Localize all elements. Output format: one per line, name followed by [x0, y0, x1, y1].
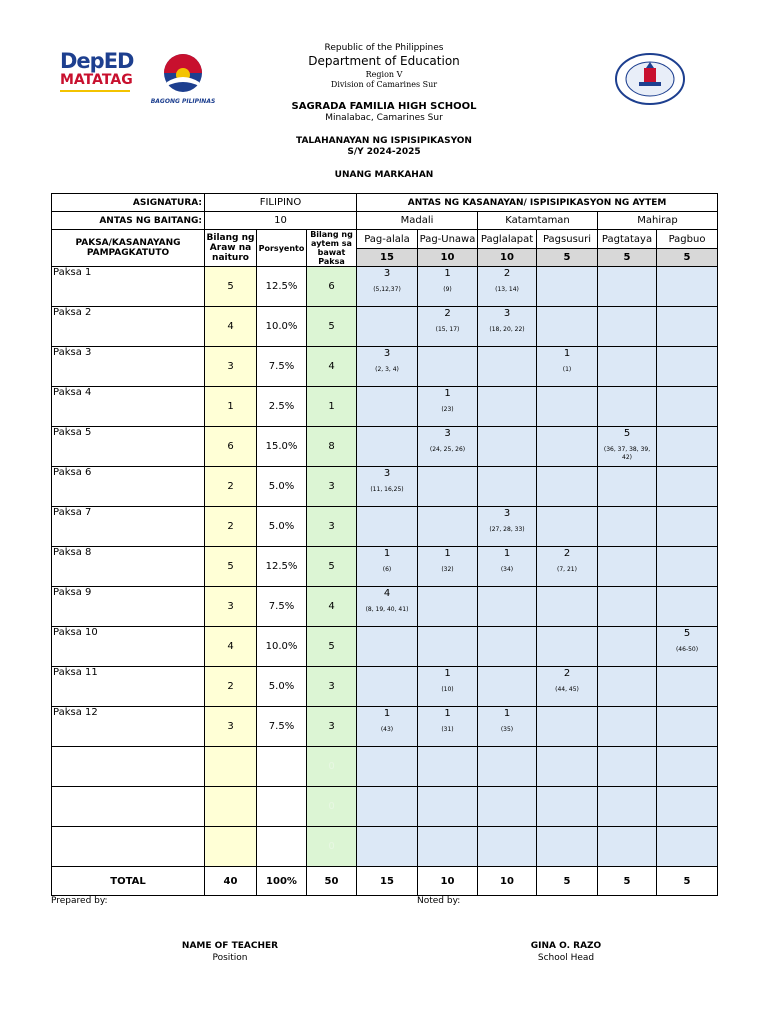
level-cell	[537, 307, 598, 347]
level-cell	[418, 387, 478, 427]
level-total: 5	[657, 249, 718, 267]
item-numbers: (31)	[441, 726, 454, 733]
item-count: 3	[444, 428, 451, 439]
topic-cell	[52, 787, 205, 827]
quarter-label: UNANG MARKAHAN	[334, 170, 434, 180]
items-cell: 0	[307, 787, 357, 827]
days-cell: 3	[205, 347, 257, 387]
level-cell	[598, 707, 657, 747]
item-count: 5	[623, 428, 631, 439]
total-level: 5	[657, 867, 718, 896]
percent-cell: 5.0%	[257, 667, 307, 707]
topic-cell: Paksa 3	[52, 347, 205, 387]
item-count: 1	[383, 708, 391, 719]
level-cell	[478, 587, 537, 627]
percent-cell: 15.0%	[257, 427, 307, 467]
level-cell	[598, 267, 657, 307]
total-level: 10	[418, 867, 478, 896]
school-head-name: GINA O. RAZO	[530, 941, 602, 951]
level-cell	[357, 827, 418, 867]
level-cell	[357, 387, 418, 427]
level-cell	[537, 467, 598, 507]
topic-cell	[52, 747, 205, 787]
level-pag-alala: Pag-alala	[357, 230, 418, 249]
item-count: 3	[503, 508, 511, 519]
level-cell	[598, 627, 657, 667]
level-cell	[537, 387, 598, 427]
school-head-position: School Head	[537, 953, 595, 963]
topic-cell: Paksa 4	[52, 387, 205, 427]
prepared-by-label: Prepared by:	[51, 896, 108, 906]
level-cell	[537, 667, 598, 707]
item-count: 1	[503, 708, 511, 719]
days-cell: 4	[205, 627, 257, 667]
level-cell	[598, 747, 657, 787]
item-numbers: (18, 20, 22)	[489, 326, 525, 333]
item-numbers: (35)	[500, 726, 514, 733]
level-cell	[657, 267, 718, 307]
days-cell: 2	[205, 667, 257, 707]
level-cell	[357, 707, 418, 747]
item-count: 1	[503, 548, 511, 559]
days-cell	[205, 747, 257, 787]
topic-cell: Paksa 1	[52, 267, 205, 307]
level-cell	[418, 267, 478, 307]
percent-header: Porsyento	[257, 230, 307, 267]
topic-row	[52, 467, 718, 507]
republic-text: Republic of the Philippines	[324, 43, 444, 53]
level-cell	[537, 347, 598, 387]
item-numbers: (1)	[562, 366, 572, 373]
days-cell: 5	[205, 547, 257, 587]
items-cell: 5	[307, 547, 357, 587]
topic-row	[52, 267, 718, 307]
level-cell	[478, 547, 537, 587]
item-numbers: (44, 45)	[555, 686, 579, 693]
days-cell: 2	[205, 507, 257, 547]
level-cell	[357, 547, 418, 587]
days-cell: 3	[205, 707, 257, 747]
level-cell	[537, 547, 598, 587]
days-cell: 1	[205, 387, 257, 427]
school-name: SAGRADA FAMILIA HIGH SCHOOL	[291, 101, 477, 112]
topic-row	[52, 507, 718, 547]
level-total: 10	[478, 249, 537, 267]
level-cell	[357, 507, 418, 547]
level-cell	[418, 427, 478, 467]
percent-cell: 7.5%	[257, 707, 307, 747]
level-cell	[478, 427, 537, 467]
level-cell	[418, 707, 478, 747]
level-cell	[478, 827, 537, 867]
specification-table	[51, 193, 718, 896]
days-cell: 3	[205, 587, 257, 627]
percent-cell	[257, 747, 307, 787]
group-katamtaman: Katamtaman	[478, 212, 598, 230]
asignatura-label: ASIGNATURA:	[52, 194, 205, 212]
item-numbers: (32)	[441, 566, 454, 573]
level-cell	[478, 667, 537, 707]
item-count: 2	[444, 308, 451, 319]
topic-row	[52, 667, 718, 707]
level-cell	[657, 467, 718, 507]
level-cell	[357, 667, 418, 707]
school-location: Minalabac, Camarines Sur	[325, 113, 443, 123]
level-cell	[537, 707, 598, 747]
items-cell: 3	[307, 667, 357, 707]
level-cell	[657, 307, 718, 347]
percent-cell	[257, 787, 307, 827]
level-cell	[657, 667, 718, 707]
level-cell	[478, 627, 537, 667]
level-cell	[357, 347, 418, 387]
item-count: 5	[683, 628, 691, 639]
level-cell	[598, 387, 657, 427]
topic-row	[52, 747, 718, 787]
level-cell	[657, 827, 718, 867]
matatag-wordmark: MATATAG	[60, 72, 133, 88]
level-cell	[418, 667, 478, 707]
percent-cell: 7.5%	[257, 347, 307, 387]
level-cell	[657, 587, 718, 627]
topic-row	[52, 627, 718, 667]
item-count: 3	[383, 468, 391, 479]
items-cell: 1	[307, 387, 357, 427]
item-count: 1	[444, 548, 451, 559]
level-cell	[357, 587, 418, 627]
level-cell	[418, 627, 478, 667]
total-level: 10	[478, 867, 537, 896]
level-cell	[418, 547, 478, 587]
item-count: 2	[503, 268, 511, 279]
level-cell	[537, 747, 598, 787]
topic-cell: Paksa 2	[52, 307, 205, 347]
level-cell	[657, 547, 718, 587]
level-cell	[598, 827, 657, 867]
level-cell	[357, 427, 418, 467]
item-count: 2	[563, 668, 571, 679]
level-cell	[537, 507, 598, 547]
items-cell: 3	[307, 507, 357, 547]
level-cell	[418, 787, 478, 827]
topic-cell: Paksa 9	[52, 587, 205, 627]
level-cell	[478, 707, 537, 747]
percent-cell: 2.5%	[257, 387, 307, 427]
items-cell: 3	[307, 467, 357, 507]
total-percent: 100%	[257, 867, 307, 896]
topic-row	[52, 387, 718, 427]
level-paglalapat: Paglalapat	[478, 230, 537, 249]
items-header: Bilang ng aytem sa bawat Paksa	[307, 230, 357, 267]
items-cell: 5	[307, 307, 357, 347]
level-cell	[537, 427, 598, 467]
item-numbers: (43)	[380, 726, 394, 733]
item-numbers: (15, 17)	[435, 326, 460, 333]
total-label: TOTAL	[52, 867, 205, 896]
item-count: 1	[444, 708, 451, 719]
items-cell: 0	[307, 827, 357, 867]
level-cell	[478, 347, 537, 387]
bagong-pilipinas-text: BAGONG PILIPINAS	[150, 98, 216, 105]
items-cell: 5	[307, 627, 357, 667]
total-level: 5	[537, 867, 598, 896]
level-cell	[657, 627, 718, 667]
total-level: 5	[598, 867, 657, 896]
topic-row	[52, 827, 718, 867]
topic-row	[52, 307, 718, 347]
item-numbers: (8, 19, 40, 41)	[365, 606, 409, 613]
level-cell	[657, 507, 718, 547]
level-cell	[418, 587, 478, 627]
topic-header: PAKSA/KASANAYANG PAMPAGKATUTO	[52, 230, 205, 267]
item-numbers: (2, 3, 4)	[375, 366, 399, 373]
level-pagtataya: Pagtataya	[598, 230, 657, 249]
level-cell	[357, 747, 418, 787]
level-pag-unawa: Pag-Unawa	[418, 230, 478, 249]
topic-row	[52, 347, 718, 387]
level-cell	[357, 627, 418, 667]
percent-cell: 7.5%	[257, 587, 307, 627]
department-text: Department of Education	[308, 54, 460, 68]
topic-row	[52, 547, 718, 587]
item-numbers: (27, 28, 33)	[489, 526, 525, 533]
antas-baitang-label: ANTAS NG BAITANG:	[52, 212, 205, 230]
percent-cell: 12.5%	[257, 267, 307, 307]
percent-cell: 5.0%	[257, 467, 307, 507]
percent-cell	[257, 827, 307, 867]
item-numbers: (5,12,37)	[373, 286, 401, 293]
level-cell	[418, 467, 478, 507]
item-numbers: (13, 14)	[495, 286, 519, 293]
asignatura-value: FILIPINO	[205, 194, 357, 212]
level-cell	[657, 427, 718, 467]
topic-row	[52, 787, 718, 827]
percent-cell: 5.0%	[257, 507, 307, 547]
total-days: 40	[205, 867, 257, 896]
level-cell	[478, 467, 537, 507]
region-text: Region V	[365, 70, 403, 79]
item-count: 3	[383, 348, 391, 359]
document-title: TALAHANAYAN NG ISPISIPIKASYON	[296, 136, 472, 146]
item-numbers: (24, 25, 26)	[429, 446, 466, 453]
topic-cell: Paksa 5	[52, 427, 205, 467]
group-madali: Madali	[357, 212, 478, 230]
total-items: 50	[307, 867, 357, 896]
level-cell	[478, 267, 537, 307]
level-cell	[657, 387, 718, 427]
topic-cell	[52, 827, 205, 867]
days-cell: 5	[205, 267, 257, 307]
level-cell	[598, 587, 657, 627]
item-count: 2	[563, 548, 571, 559]
level-cell	[537, 267, 598, 307]
level-cell	[657, 747, 718, 787]
days-cell: 4	[205, 307, 257, 347]
noted-by-label: Noted by:	[417, 896, 461, 906]
level-cell	[598, 427, 657, 467]
level-cell	[478, 507, 537, 547]
item-count: 1	[444, 388, 451, 399]
items-cell: 3	[307, 707, 357, 747]
level-pagbuo: Pagbuo	[657, 230, 718, 249]
level-pagsusuri: Pagsusuri	[537, 230, 598, 249]
item-numbers: (34)	[500, 566, 514, 573]
group-mahirap: Mahirap	[598, 212, 718, 230]
item-count: 4	[383, 588, 391, 599]
level-cell	[598, 347, 657, 387]
level-cell	[418, 307, 478, 347]
level-total: 5	[537, 249, 598, 267]
topic-cell: Paksa 8	[52, 547, 205, 587]
level-cell	[657, 707, 718, 747]
division-text: Division of Camarines Sur	[330, 80, 438, 89]
topic-row	[52, 427, 718, 467]
level-cell	[598, 787, 657, 827]
item-numbers: (9)	[443, 286, 452, 293]
total-row	[52, 867, 718, 896]
level-cell	[418, 747, 478, 787]
teacher-name: NAME OF TEACHER	[181, 941, 279, 951]
item-numbers: (10)	[441, 686, 454, 693]
level-cell	[418, 827, 478, 867]
topic-cell: Paksa 6	[52, 467, 205, 507]
item-count: 3	[383, 268, 391, 279]
teacher-position: Position	[212, 953, 248, 963]
topic-row	[52, 587, 718, 627]
topic-cell: Paksa 11	[52, 667, 205, 707]
level-cell	[598, 547, 657, 587]
item-numbers: (11, 16,25)	[370, 486, 404, 493]
level-cell	[598, 507, 657, 547]
item-numbers: (6)	[382, 566, 392, 573]
level-cell	[537, 787, 598, 827]
level-cell	[357, 467, 418, 507]
level-cell	[478, 787, 537, 827]
level-cell	[418, 347, 478, 387]
items-cell: 0	[307, 747, 357, 787]
items-cell: 4	[307, 347, 357, 387]
level-cell	[657, 347, 718, 387]
level-cell	[478, 387, 537, 427]
level-cell	[418, 507, 478, 547]
item-numbers: (7, 21)	[557, 566, 577, 573]
items-cell: 8	[307, 427, 357, 467]
level-cell	[357, 267, 418, 307]
item-count: 1	[563, 348, 571, 359]
level-cell	[598, 307, 657, 347]
level-cell	[598, 467, 657, 507]
level-cell	[478, 307, 537, 347]
days-cell	[205, 827, 257, 867]
days-header: Bilang ng Araw na naituro	[205, 230, 257, 267]
level-cell	[537, 827, 598, 867]
school-year: S/Y 2024-2025	[347, 147, 421, 157]
level-cell	[598, 667, 657, 707]
percent-cell: 12.5%	[257, 547, 307, 587]
level-cell	[537, 587, 598, 627]
level-total: 5	[598, 249, 657, 267]
antas-header: ANTAS NG KASANAYAN/ ISPISIPIKASYON NG AYTEM	[357, 194, 718, 212]
topic-row	[52, 707, 718, 747]
antas-baitang-value: 10	[205, 212, 357, 230]
items-cell: 4	[307, 587, 357, 627]
days-cell	[205, 787, 257, 827]
deped-wordmark: DepED	[60, 49, 134, 73]
item-count: 1	[383, 548, 391, 559]
level-cell	[478, 747, 537, 787]
level-cell	[357, 307, 418, 347]
level-cell	[657, 787, 718, 827]
days-cell: 2	[205, 467, 257, 507]
item-count: 3	[503, 308, 511, 319]
item-count: 1	[444, 268, 451, 279]
topic-cell: Paksa 7	[52, 507, 205, 547]
days-cell: 6	[205, 427, 257, 467]
items-cell: 6	[307, 267, 357, 307]
level-cell	[357, 787, 418, 827]
topic-cell: Paksa 10	[52, 627, 205, 667]
total-level: 15	[357, 867, 418, 896]
item-numbers: (23)	[441, 406, 454, 413]
percent-cell: 10.0%	[257, 627, 307, 667]
topic-cell: Paksa 12	[52, 707, 205, 747]
level-total: 10	[418, 249, 478, 267]
level-cell	[537, 627, 598, 667]
item-count: 1	[444, 668, 451, 679]
percent-cell: 10.0%	[257, 307, 307, 347]
item-numbers: (46-50)	[675, 646, 699, 653]
item-numbers: (36, 37, 38, 39, 42)	[603, 446, 651, 461]
level-total: 15	[357, 249, 418, 267]
